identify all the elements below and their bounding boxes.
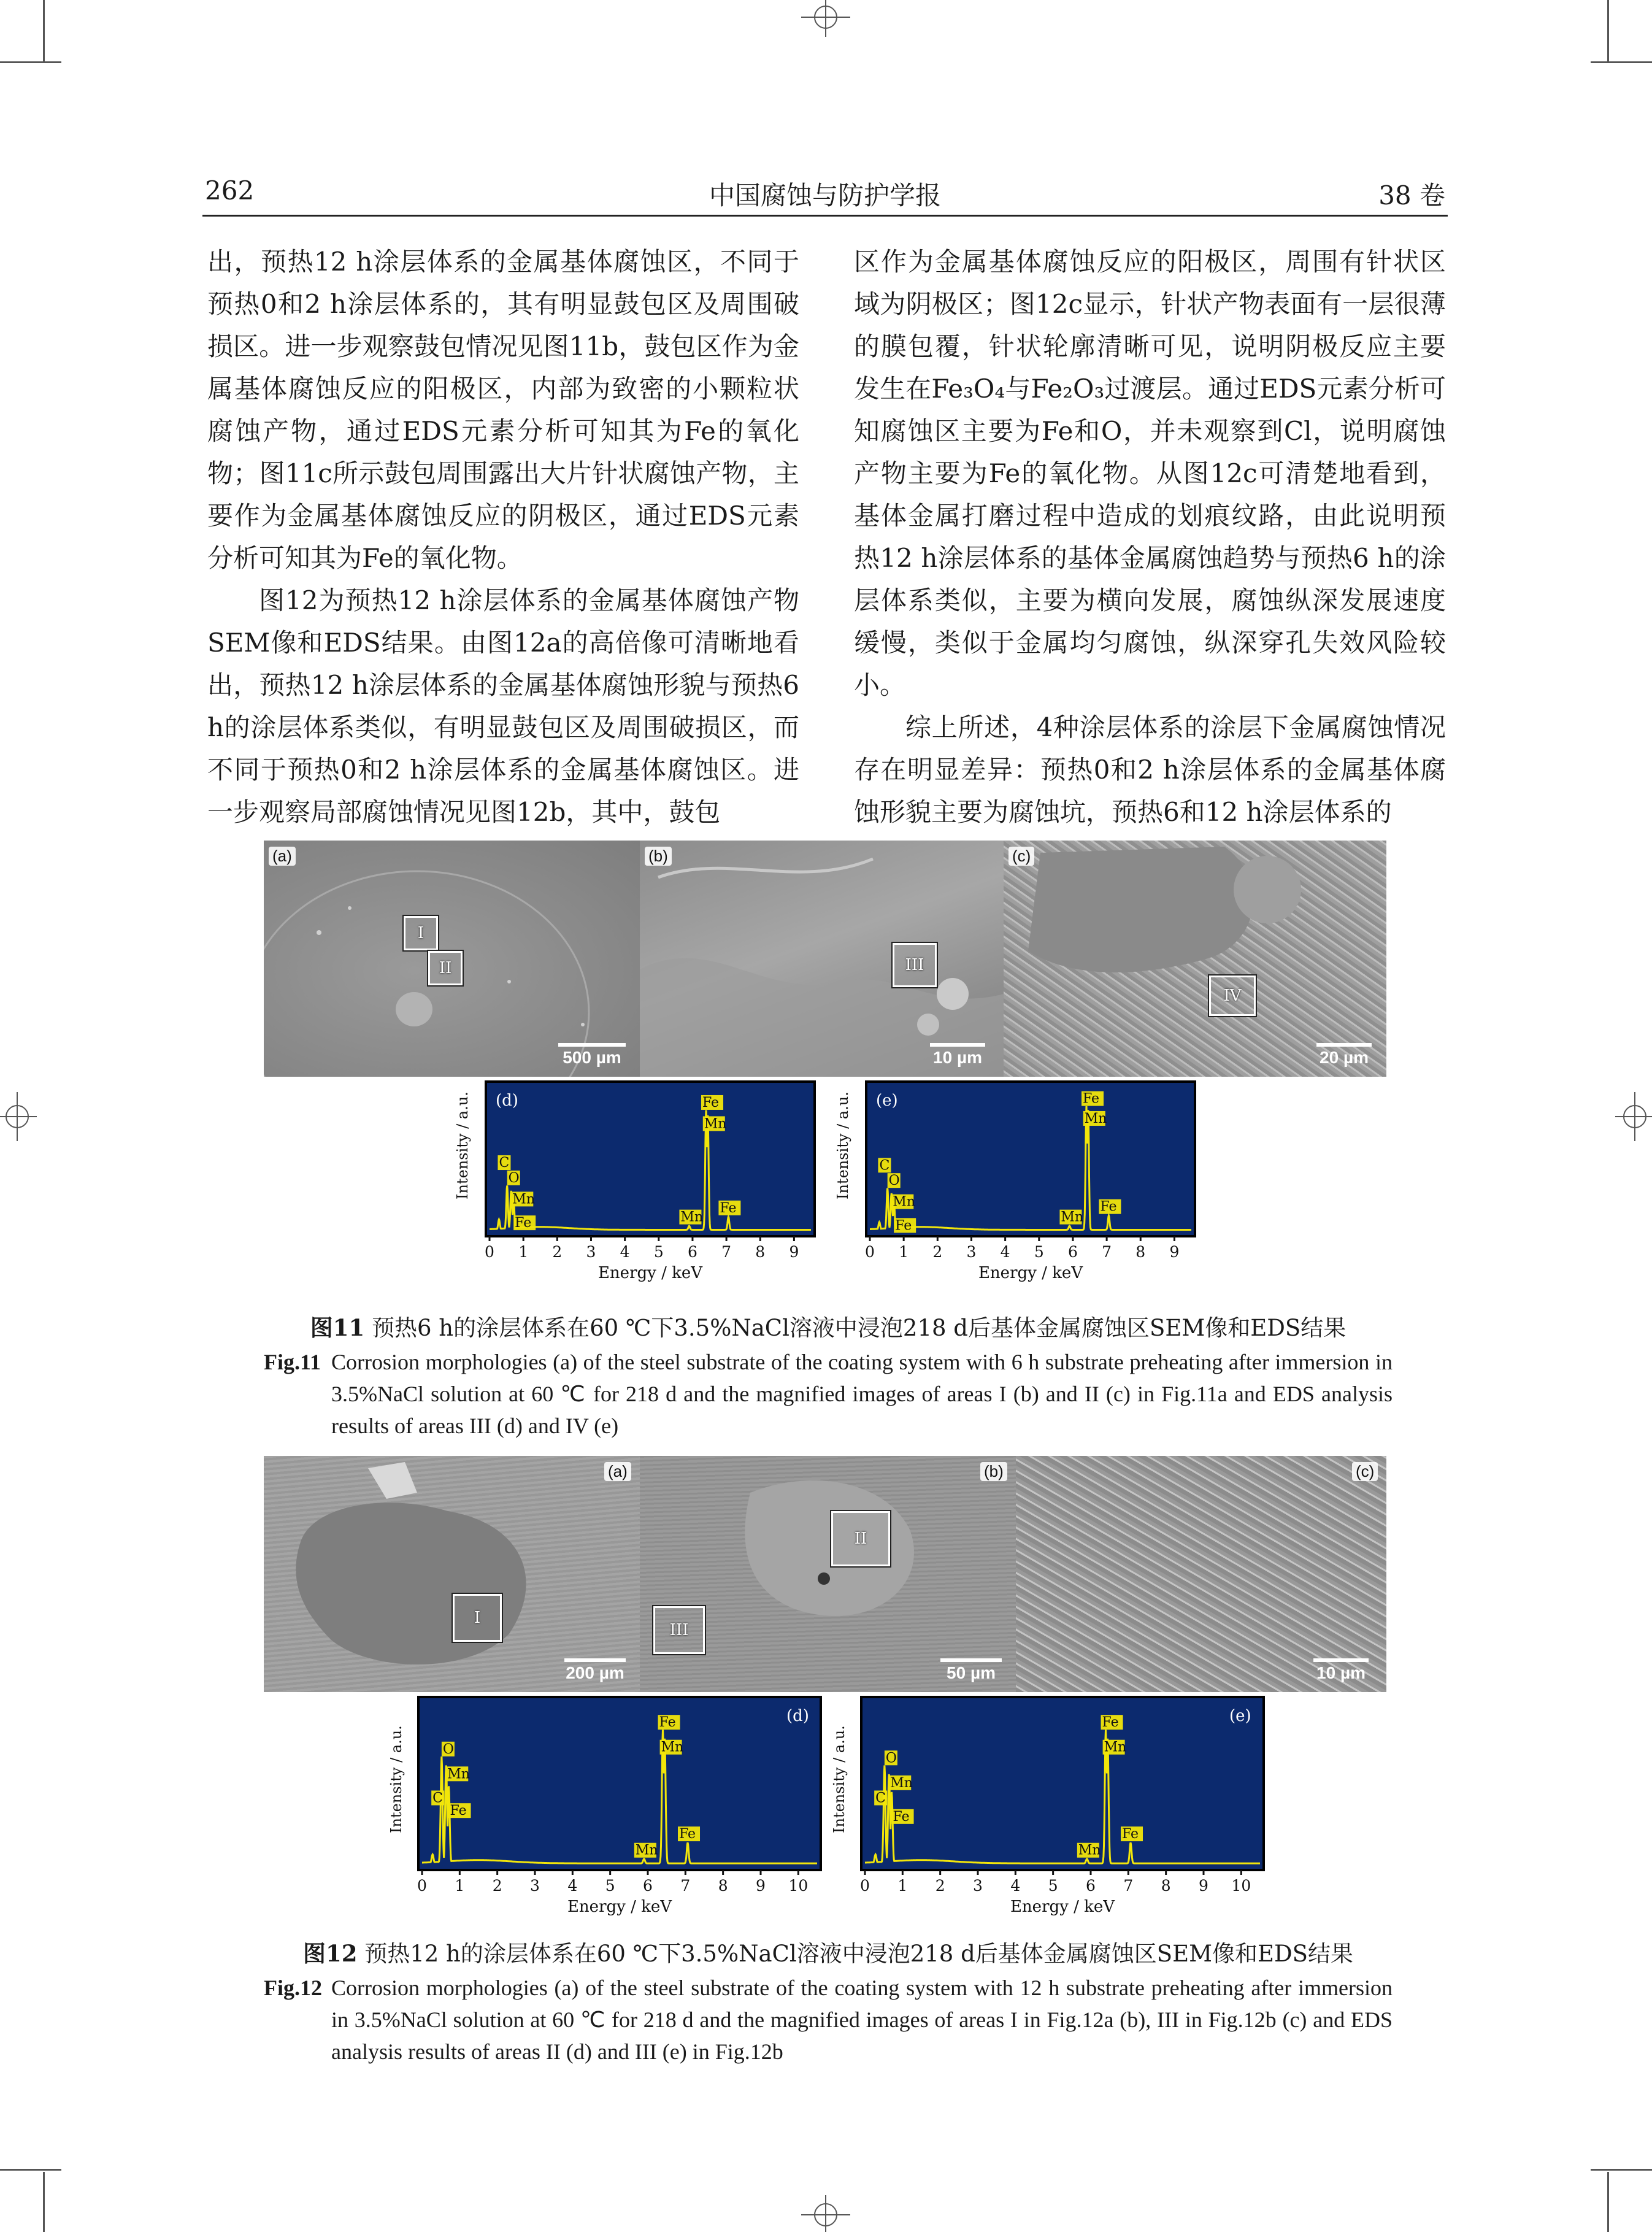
eds-spectrum-12d bbox=[386, 1692, 828, 1919]
eds-plot-area bbox=[861, 1697, 1264, 1870]
scale-bar-label: 50 µm bbox=[947, 1663, 996, 1682]
scale-bar bbox=[1307, 1043, 1381, 1068]
paragraph: 图12为预热12 h涂层体系的金属基体腐蚀产物SEM像和EDS结果。由图12a的高倍像可清晰地看出，预热12 h涂层体系的金属基体腐蚀形貌与预热6 h的涂层体系类似，有明显鼓包区及周围破损区，而不同于预热0和2 h涂层体系的金属基体腐蚀区。进一步观察局部腐蚀情况见图12b，其中，鼓包 bbox=[207, 585, 799, 827]
peak-label: Mn bbox=[635, 1842, 658, 1858]
x-tick-label: 1 bbox=[455, 1877, 465, 1895]
x-tick-label: 0 bbox=[485, 1243, 494, 1261]
paragraph: 出，预热12 h涂层体系的金属基体腐蚀区，不同于预热0和2 h涂层体系的，其有明显鼓包区及周围破损区。进一步观察鼓包情况见图11b，鼓包区作为金属基体腐蚀反应的阳极区，内部为致密的小颗粒状腐蚀产物，通过EDS元素分析可知其为Fe的氧化物；图11c所示鼓包周围露出大片针状腐蚀产物，主要作为金属基体腐蚀反应的阴极区，通过EDS元素分析可知其为Fe的氧化物。 bbox=[207, 247, 799, 573]
peak-label: Fe bbox=[1083, 1091, 1100, 1107]
eds-spectrum-11d bbox=[454, 1077, 822, 1285]
figure-12-caption-zh bbox=[209, 1938, 1448, 1970]
figure-11-sem-row bbox=[264, 841, 1386, 1077]
peak-label: O bbox=[888, 1173, 900, 1189]
x-tick-label: 6 bbox=[643, 1877, 653, 1895]
peak-label: Mn bbox=[1084, 1110, 1107, 1126]
y-axis-label: Intensity / a.u. bbox=[834, 1091, 851, 1199]
x-tick-label: 2 bbox=[935, 1877, 945, 1895]
x-tick-label: 10 bbox=[788, 1877, 809, 1895]
crop-mark bbox=[1607, 0, 1609, 61]
x-tick-label: 3 bbox=[973, 1877, 983, 1895]
x-tick-label: 8 bbox=[718, 1877, 728, 1895]
x-tick-label: 1 bbox=[899, 1243, 909, 1261]
crop-mark bbox=[1591, 61, 1652, 63]
sem-texture bbox=[640, 1456, 1016, 1692]
x-tick-label: 9 bbox=[789, 1243, 799, 1261]
roi-box: I bbox=[453, 1594, 502, 1642]
peak-label: Fe bbox=[1122, 1826, 1139, 1842]
caption-text: 预热12 h的涂层体系在60 ℃下3.5%NaCl溶液中浸泡218 d后基体金属腐蚀区SEM像和EDS结果 bbox=[364, 1941, 1354, 1967]
body-column-left bbox=[207, 241, 799, 833]
sem-texture bbox=[640, 841, 1004, 1077]
peak-label: C bbox=[879, 1158, 890, 1174]
x-tick-label: 9 bbox=[1199, 1877, 1208, 1895]
roi-box: II bbox=[831, 1511, 890, 1566]
peak-label: Mn bbox=[1078, 1842, 1101, 1858]
x-tick-label: 6 bbox=[687, 1243, 697, 1261]
x-tick-label: 0 bbox=[417, 1877, 427, 1895]
x-tick-label: 4 bbox=[1010, 1877, 1021, 1895]
peak-label: Fe bbox=[895, 1218, 912, 1234]
caption-label: 图11 bbox=[310, 1314, 365, 1341]
crop-mark bbox=[43, 2172, 45, 2232]
peak-label: Mn bbox=[1104, 1739, 1127, 1755]
x-tick-label: 3 bbox=[530, 1877, 540, 1895]
x-tick-label: 7 bbox=[680, 1877, 691, 1895]
panel-label: (a) bbox=[269, 847, 296, 866]
scale-bar-label: 10 µm bbox=[1316, 1663, 1366, 1682]
page-number: 262 bbox=[205, 175, 255, 206]
figure-11-caption-zh bbox=[209, 1312, 1448, 1344]
x-tick-label: 10 bbox=[1231, 1877, 1251, 1895]
eds-plot-area bbox=[866, 1082, 1195, 1236]
scale-bar-line bbox=[1313, 1658, 1369, 1662]
peak-label: Fe bbox=[702, 1095, 720, 1110]
x-tick-label: 5 bbox=[1048, 1877, 1058, 1895]
sem-texture bbox=[1004, 841, 1386, 1077]
x-axis-label: Energy / keV bbox=[597, 1264, 703, 1282]
roi-box: III bbox=[893, 943, 937, 987]
figure-11-caption-en bbox=[264, 1346, 1393, 1442]
x-tick-label: 0 bbox=[860, 1877, 870, 1895]
scale-bar bbox=[558, 1658, 632, 1683]
scale-bar bbox=[552, 1043, 632, 1068]
x-tick-label: 8 bbox=[1135, 1243, 1146, 1261]
panel-label: (c) bbox=[1008, 847, 1034, 866]
y-axis-label: Intensity / a.u. bbox=[388, 1725, 405, 1833]
figure-12-sem-row bbox=[264, 1456, 1386, 1692]
x-tick-label: 9 bbox=[1169, 1243, 1180, 1261]
peak-label: Mn bbox=[704, 1116, 727, 1132]
scale-bar-label: 500 µm bbox=[563, 1048, 621, 1067]
panel-label: (e) bbox=[1229, 1707, 1251, 1725]
x-tick-label: 6 bbox=[1067, 1243, 1078, 1261]
registration-mark-left bbox=[0, 1086, 37, 1147]
x-tick-label: 5 bbox=[605, 1877, 615, 1895]
peak-label: Mn bbox=[893, 1194, 916, 1210]
caption-text: 预热6 h的涂层体系在60 ℃下3.5%NaCl溶液中浸泡218 d后基体金属腐蚀区SEM像和EDS结果 bbox=[371, 1315, 1347, 1341]
peak-label: Mn bbox=[447, 1766, 470, 1782]
x-tick-label: 7 bbox=[1102, 1243, 1112, 1261]
x-tick-label: 8 bbox=[755, 1243, 766, 1261]
x-tick-label: 4 bbox=[567, 1877, 578, 1895]
panel-label: (d) bbox=[496, 1091, 518, 1110]
crop-mark bbox=[43, 0, 45, 61]
registration-mark-right bbox=[1615, 1086, 1652, 1147]
roi-box: I bbox=[404, 916, 438, 950]
peak-label: C bbox=[499, 1155, 510, 1171]
peak-label: C bbox=[432, 1790, 444, 1806]
figure-12-caption-en bbox=[264, 1972, 1393, 2068]
body-column-right bbox=[854, 241, 1446, 833]
registration-mark-bottom bbox=[795, 2195, 856, 2232]
panel-label: (d) bbox=[786, 1707, 809, 1725]
eds-spectrum-12e bbox=[829, 1692, 1271, 1919]
roi-box: III bbox=[653, 1606, 705, 1654]
eds-spectrum-11e bbox=[834, 1077, 1202, 1285]
peak-label: Mn bbox=[661, 1739, 684, 1755]
caption-text: Corrosion morphologies (a) of the steel substrate of the coating system with 6 h substrate preheating after immersion in 3.5%NaCl solution at 60 ℃ for 218 d and the magnified images of areas I (b) and II (c) in Fig.11a and EDS analysis results of areas III (d) and IV (e) bbox=[331, 1350, 1393, 1438]
caption-label: Fig.12 bbox=[264, 1976, 322, 2000]
peak-label: Mn bbox=[680, 1209, 704, 1225]
journal-title: 中国腐蚀与防护学报 bbox=[709, 180, 941, 210]
x-axis-label: Energy / keV bbox=[567, 1898, 672, 1916]
roi-box: II bbox=[428, 951, 463, 985]
peak-label: C bbox=[875, 1790, 886, 1806]
crop-mark bbox=[0, 2169, 61, 2171]
scale-bar-label: 20 µm bbox=[1320, 1048, 1369, 1067]
x-tick-label: 2 bbox=[492, 1877, 502, 1895]
volume-label: 38 卷 bbox=[1378, 180, 1445, 210]
x-tick-label: 5 bbox=[1034, 1243, 1044, 1261]
peak-label: O bbox=[508, 1170, 520, 1186]
x-tick-label: 0 bbox=[865, 1243, 875, 1261]
x-tick-label: 1 bbox=[897, 1877, 908, 1895]
scale-bar bbox=[921, 1043, 994, 1068]
x-tick-label: 2 bbox=[552, 1243, 563, 1261]
eds-plot-area bbox=[418, 1697, 821, 1870]
sem-image-12a bbox=[264, 1456, 640, 1692]
x-tick-label: 7 bbox=[721, 1243, 732, 1261]
scale-bar-line bbox=[1316, 1043, 1372, 1047]
peak-label: Fe bbox=[1100, 1199, 1117, 1215]
panel-label: (c) bbox=[1352, 1462, 1378, 1481]
peak-label: Fe bbox=[1102, 1715, 1119, 1731]
scale-bar-label: 200 µm bbox=[566, 1663, 624, 1682]
peak-label: Mn bbox=[890, 1775, 913, 1791]
panel-label: (a) bbox=[604, 1462, 631, 1481]
crop-mark bbox=[1591, 2169, 1652, 2171]
crop-mark bbox=[0, 61, 61, 63]
peak-label: Fe bbox=[515, 1215, 532, 1231]
sem-image-12b bbox=[640, 1456, 1016, 1692]
running-header bbox=[202, 172, 1448, 217]
paragraph: 区作为金属基体腐蚀反应的阳极区，周围有针状区域为阴极区；图12c显示，针状产物表面有一层很薄的膜包覆，针状轮廓清晰可见，说明阴极反应主要发生在Fe₃O₄与Fe₂O₃过渡层。通过EDS元素分析可知腐蚀区主要为Fe和O，并未观察到Cl，说明腐蚀产物主要为Fe的氧化物。从图12c可清楚地看到，基体金属打磨过程中造成的划痕纹路，由此说明预热12 h涂层体系的基体金属腐蚀趋势与预热6 h的涂层体系类似，主要为横向发展，腐蚀纵深发展速度缓慢，类似于金属均匀腐蚀，纵深穿孔失效风险较小。 bbox=[854, 247, 1446, 700]
panel-label: (b) bbox=[645, 847, 672, 866]
scale-bar-line bbox=[930, 1043, 985, 1047]
crop-mark bbox=[1607, 2172, 1609, 2232]
scale-bar bbox=[934, 1658, 1008, 1683]
x-tick-label: 6 bbox=[1086, 1877, 1096, 1895]
roi-box: IV bbox=[1209, 976, 1256, 1016]
sem-image-12c bbox=[1016, 1456, 1386, 1692]
x-tick-label: 3 bbox=[966, 1243, 977, 1261]
peak-label: Fe bbox=[450, 1803, 467, 1819]
x-tick-label: 7 bbox=[1123, 1877, 1134, 1895]
sem-image-11b bbox=[640, 841, 1004, 1077]
scale-bar-line bbox=[940, 1658, 1002, 1662]
eds-plot-area bbox=[486, 1082, 815, 1236]
y-axis-label: Intensity / a.u. bbox=[831, 1725, 848, 1833]
x-axis-label: Energy / keV bbox=[978, 1264, 1083, 1282]
x-tick-label: 9 bbox=[756, 1877, 766, 1895]
peak-label: Fe bbox=[659, 1715, 676, 1731]
panel-label: (e) bbox=[876, 1091, 898, 1110]
x-tick-label: 1 bbox=[518, 1243, 529, 1261]
registration-mark-top bbox=[795, 0, 856, 37]
x-tick-label: 4 bbox=[1000, 1243, 1010, 1261]
caption-label: Fig.11 bbox=[264, 1350, 321, 1374]
peak-label: O bbox=[442, 1741, 454, 1757]
scale-bar bbox=[1304, 1658, 1378, 1683]
peak-label: Mn bbox=[512, 1191, 536, 1207]
sem-texture bbox=[264, 1456, 640, 1692]
peak-label: Mn bbox=[1061, 1209, 1084, 1225]
x-tick-label: 5 bbox=[653, 1243, 664, 1261]
y-axis-label: Intensity / a.u. bbox=[454, 1091, 471, 1199]
x-tick-label: 4 bbox=[620, 1243, 630, 1261]
x-tick-label: 3 bbox=[586, 1243, 596, 1261]
scale-bar-label: 10 µm bbox=[933, 1048, 982, 1067]
peak-label: Fe bbox=[720, 1200, 737, 1216]
caption-text: Corrosion morphologies (a) of the steel substrate of the coating system with 12 h substrate preheating after immersion in 3.5%NaCl solution at 60 ℃ for 218 d and the magnified images of areas I in Fig.12a (b), III in Fig.12b (c) and EDS analysis results of areas II (d) and III (e) in Fig.12b bbox=[331, 1976, 1393, 2064]
x-axis-label: Energy / keV bbox=[1010, 1898, 1115, 1916]
peak-label: Fe bbox=[893, 1809, 910, 1825]
peak-label: O bbox=[885, 1750, 897, 1766]
paragraph: 综上所述，4种涂层体系的涂层下金属腐蚀情况存在明显差异：预热0和2 h涂层体系的金属基体腐蚀形貌主要为腐蚀坑，预热6和12 h涂层体系的 bbox=[854, 712, 1446, 827]
scale-bar-line bbox=[564, 1658, 626, 1662]
sem-image-11a bbox=[264, 841, 640, 1077]
peak-label: Fe bbox=[679, 1826, 696, 1842]
x-tick-label: 8 bbox=[1161, 1877, 1171, 1895]
panel-label: (b) bbox=[980, 1462, 1007, 1481]
scale-bar-line bbox=[558, 1043, 626, 1047]
sem-image-11c bbox=[1004, 841, 1386, 1077]
caption-label: 图12 bbox=[302, 1940, 358, 1967]
x-tick-label: 2 bbox=[932, 1243, 943, 1261]
